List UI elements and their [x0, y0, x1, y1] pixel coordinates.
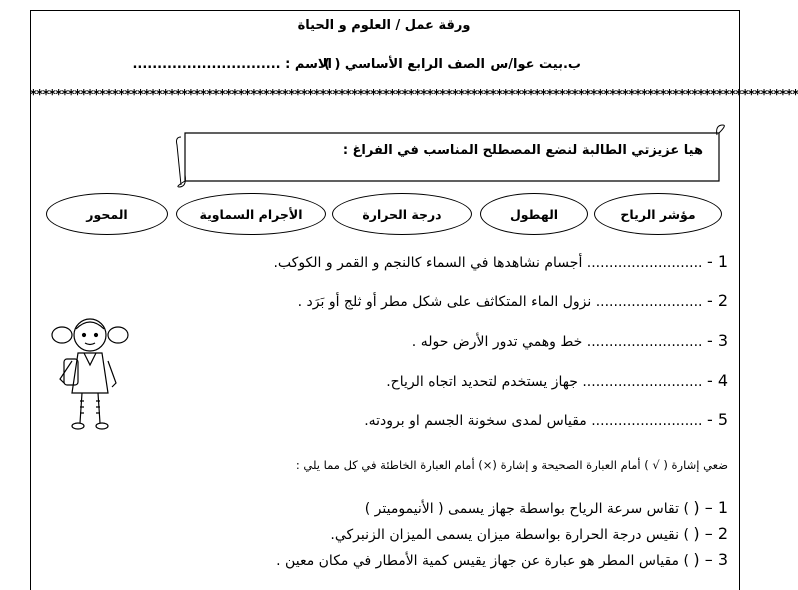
item-number: 3 – ( — [693, 550, 728, 569]
fill-item-1 — [273, 252, 728, 271]
instruction-true-false: ضعي إشارة ( √ ) أمام العبارة الصحيحة و إشارة (×) أمام العبارة الخاطئة في كل مما يلي : — [295, 458, 728, 472]
item-number: 3 - — [706, 331, 728, 350]
item-text: ) نقيس درجة الحرارة بواسطة ميزان يسمى الميزان الزنبركي. — [330, 527, 689, 543]
item-number: 4 - — [706, 371, 728, 390]
tf-item-1 — [365, 498, 728, 517]
item-text: ......................... مقياس لمدى سخونة الجسم او برودته. — [364, 413, 703, 429]
item-text: ) مقياس المطر هو عبارة عن جهاز يقيس كمية الأمطار في مكان معين . — [276, 553, 689, 569]
term-oval-5: المحور — [46, 193, 168, 235]
tf-item-3 — [276, 550, 728, 569]
fill-item-4 — [386, 371, 728, 390]
item-number: 2 – ( — [693, 524, 728, 543]
tf-item-2 — [330, 524, 728, 543]
term-oval-1: مؤشر الرياح — [594, 193, 722, 235]
item-text: .......................... أجسام نشاهدها في السماء كالنجم و القمر و الكوكب. — [273, 255, 703, 271]
fill-item-5 — [364, 410, 728, 429]
separator-line: ************************************************************************************************************************** — [30, 88, 798, 103]
term-oval-4: الأجرام السماوية — [176, 193, 326, 235]
girl-illustration — [50, 313, 130, 433]
fill-item-2 — [298, 291, 728, 310]
grade-label: الصف الرابع الأساسي ( ) — [324, 57, 485, 72]
item-number: 5 - — [706, 410, 728, 429]
item-text: ........................ نزول الماء المتكاثف على شكل مطر أو ثلج أو بَرَد . — [297, 294, 703, 310]
item-text: ........................... جهاز يستخدم لتحديد اتجاه الرياح. — [386, 374, 703, 390]
term-oval-2: الهطول — [480, 193, 588, 235]
item-text: ) تقاس سرعة الرياح بواسطة جهاز يسمى ( الأنيموميتر ) — [364, 501, 689, 517]
fill-item-3 — [412, 331, 728, 350]
instruction-fill-blanks: هيا عزيزتي الطالبة لنضع المصطلح المناسب في الفراغ : — [342, 143, 703, 158]
student-name-field: الاسم : .............................. — [132, 57, 332, 72]
term-oval-3: درجة الحرارة — [332, 193, 472, 235]
school-name: ب.بيت عوا/س — [490, 57, 581, 72]
item-text: .......................... خط وهمي تدور الأرض حوله . — [411, 334, 703, 350]
item-number: 1 – ( — [693, 498, 728, 517]
item-number: 2 - — [706, 291, 728, 310]
item-number: 1 - — [706, 252, 728, 271]
page-title: ورقة عمل / العلوم و الحياة — [297, 18, 471, 33]
